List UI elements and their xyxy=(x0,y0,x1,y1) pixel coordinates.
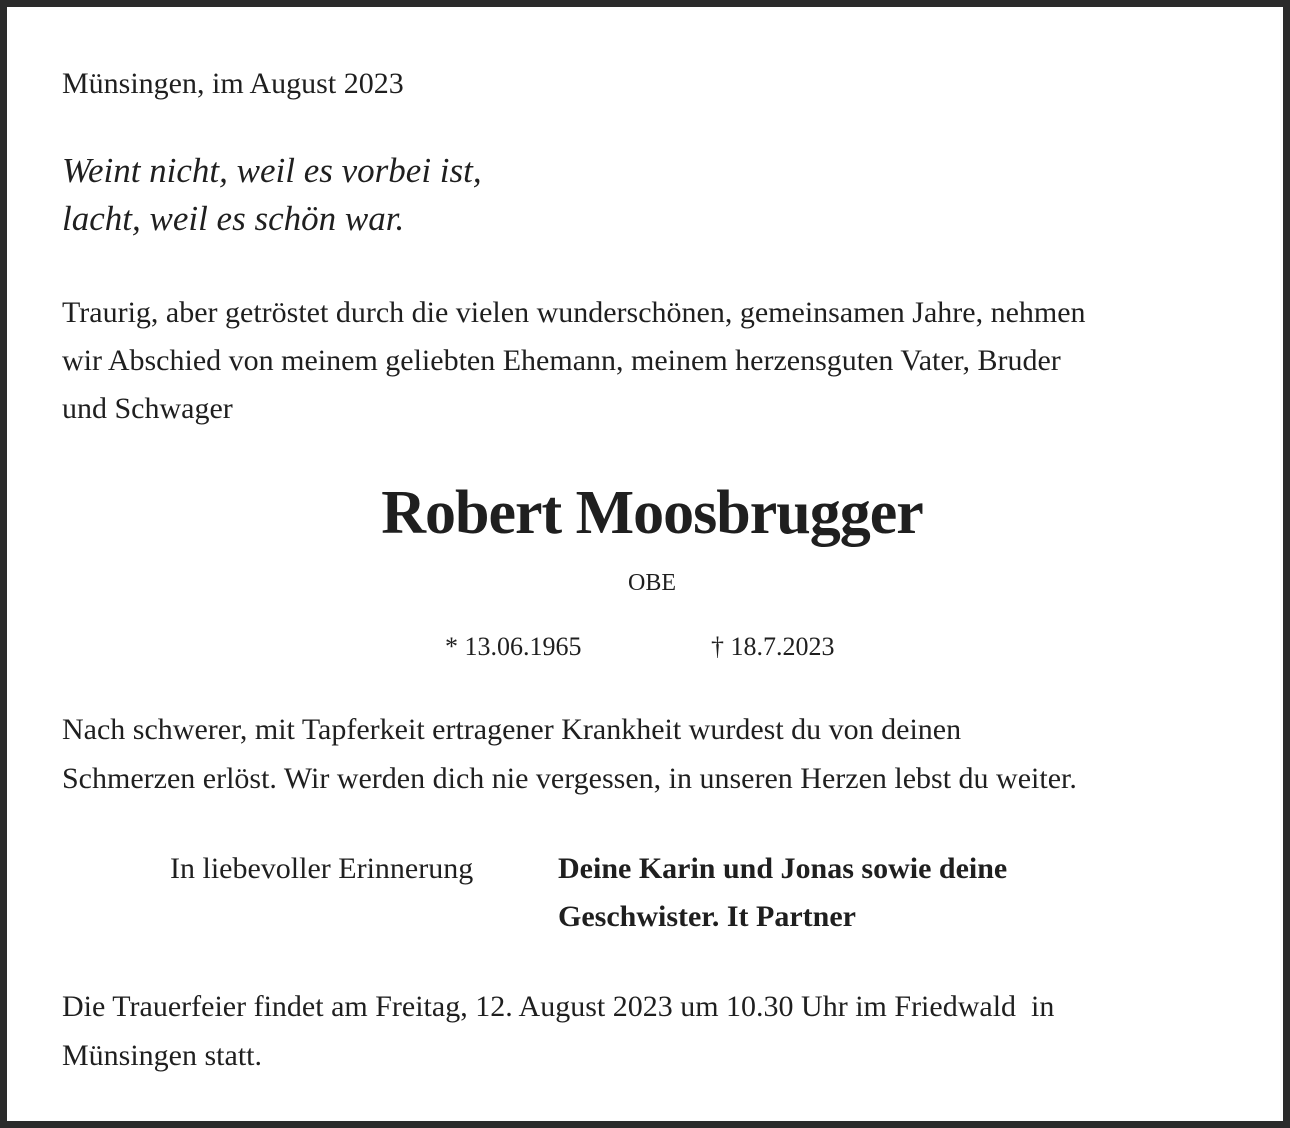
ceremony-line: Münsingen statt. xyxy=(62,1039,262,1072)
intro-paragraph xyxy=(62,289,1262,433)
intro-line: und Schwager xyxy=(62,392,233,425)
memory-label: In liebevoller Erinnerung xyxy=(170,852,474,885)
deceased-name: Robert Moosbrugger xyxy=(381,479,923,547)
birth-date: * 13.06.1965 xyxy=(445,632,582,661)
ceremony-paragraph xyxy=(62,982,1262,1080)
place-date-line: Münsingen, im August 2023 xyxy=(62,67,404,100)
message-line: Nach schwerer, mit Tapferkeit ertragener Krankheit wurdest du von deinen xyxy=(62,713,962,746)
message-line: Schmerzen erlöst. Wir werden dich nie vergessen, in unseren Herzen lebst du weiter. xyxy=(62,762,1077,795)
ceremony-line: Die Trauerfeier findet am Freitag, 12. August 2023 um 10.30 Uhr im Friedwald in xyxy=(62,990,1055,1023)
motto-quote xyxy=(62,147,482,243)
motto-line: Weint nicht, weil es vorbei ist, xyxy=(62,151,482,190)
mourners-signature xyxy=(558,845,1007,941)
intro-line: wir Abschied von meinem geliebten Ehemann, meinem herzensguten Vater, Bruder xyxy=(62,344,1061,377)
mourners-line: Deine Karin und Jonas sowie deine xyxy=(558,852,1008,885)
motto-line: lacht, weil es schön war. xyxy=(62,199,405,238)
message-paragraph xyxy=(62,705,1262,803)
deceased-honour: OBE xyxy=(628,570,676,596)
death-date: † 18.7.2023 xyxy=(711,632,835,661)
intro-line: Traurig, aber getröstet durch die vielen wunderschönen, gemeinsamen Jahre, nehmen xyxy=(62,296,1086,329)
mourners-line: Geschwister. It Partner xyxy=(558,900,856,933)
